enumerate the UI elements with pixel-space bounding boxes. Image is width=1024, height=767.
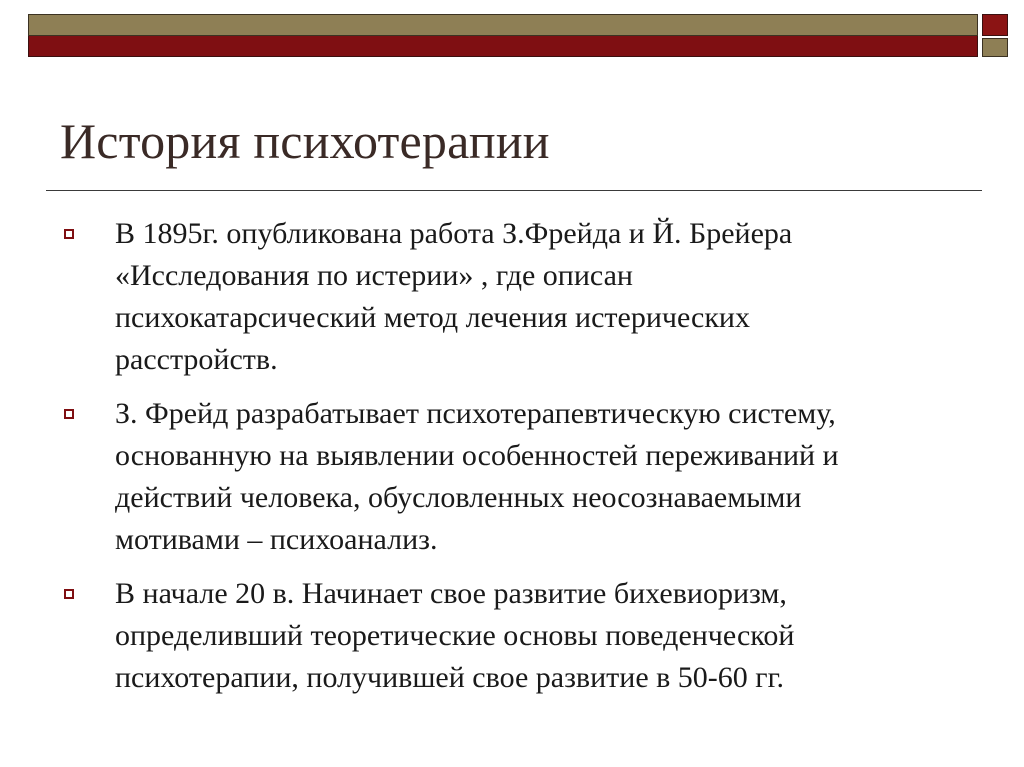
header-bar-maroon <box>28 36 978 57</box>
bullet-list <box>60 213 970 711</box>
slide-title: История психотерапии <box>60 113 550 169</box>
bullet-text: В начале 20 в. Начинает свое развитие бихевиоризм, определивший теоретические основы поведенческой психотерапии, получившей свое развитие в 50-60 гг. <box>115 577 795 694</box>
bullet-item <box>60 213 970 381</box>
hollow-square-icon <box>64 409 74 419</box>
bullet-text: В 1895г. опубликована работа З.Фрейда и Й. Брейера «Исследования по истерии» , где описан психокатарсический метод лечения истерических расстройств. <box>115 217 793 376</box>
bullet-item <box>60 393 970 561</box>
corner-square-maroon <box>982 14 1008 36</box>
header-bar-olive <box>28 14 978 36</box>
bullet-item <box>60 573 970 699</box>
hollow-square-icon <box>64 589 74 599</box>
bullet-text: З. Фрейд разрабатывает психотерапевтическую систему, основанную на выявлении особенностей переживаний и действий человека, обусловленных неосознаваемыми мотивами – психоанализ. <box>115 397 839 556</box>
hollow-square-icon <box>64 229 74 239</box>
title-divider <box>46 190 982 191</box>
corner-square-olive <box>982 38 1008 57</box>
